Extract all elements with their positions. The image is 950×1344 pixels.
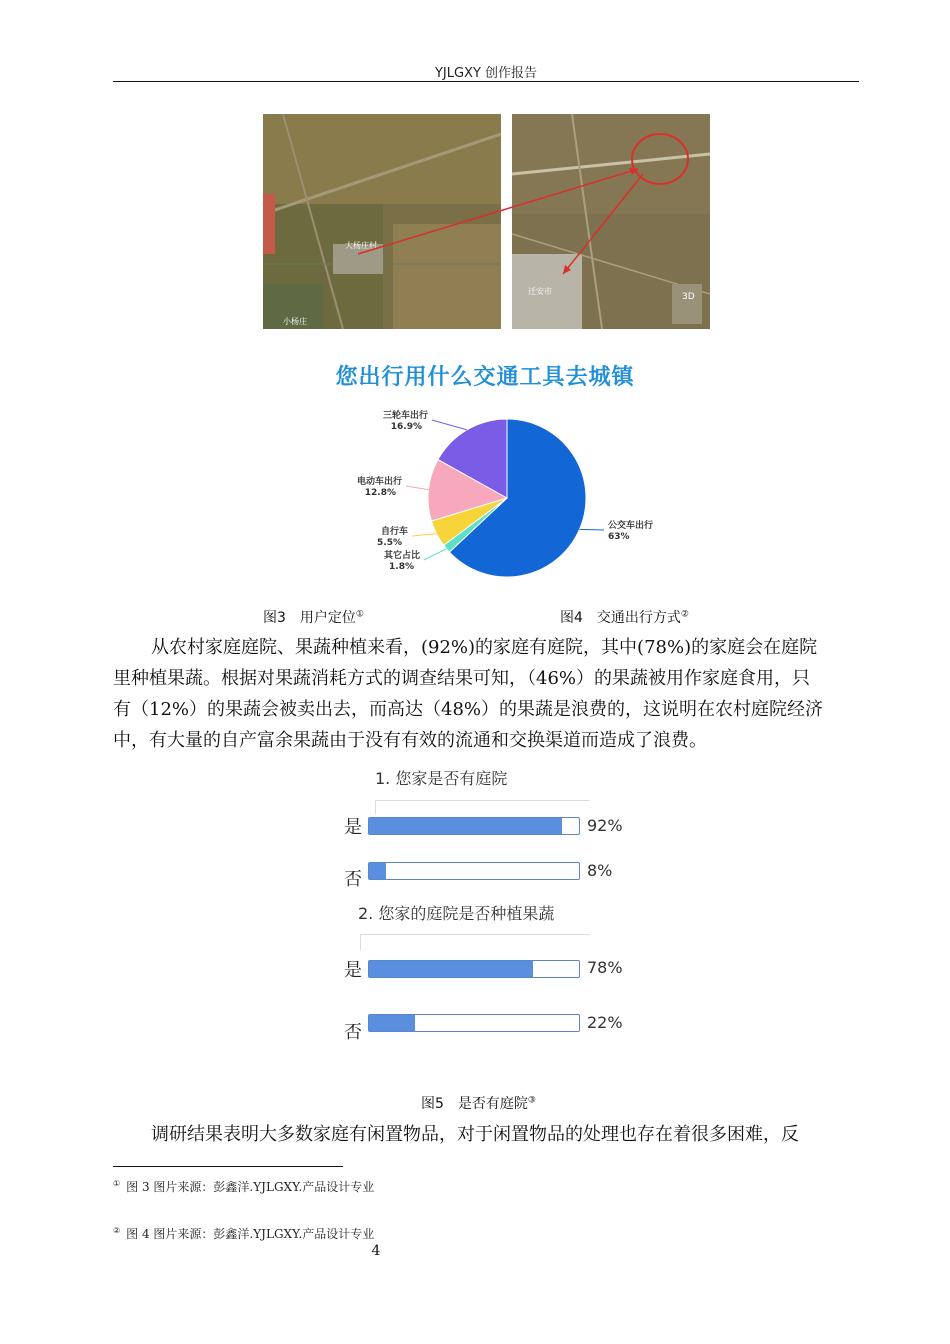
q1-bar-pct-yes: 92%: [587, 816, 623, 835]
q2-bar-label-no: 否: [344, 1022, 362, 1043]
pie-label-0: 公交车出行: [608, 521, 654, 531]
map-left-label-small: 小杨庄: [283, 317, 307, 326]
pie-label-1: 其它占比: [383, 551, 420, 561]
q2-rule: [360, 934, 590, 935]
q2-bar-track-yes: [368, 960, 580, 978]
q2-title: 2. 您家的庭院是否种植果蔬: [358, 904, 555, 923]
map-annotation-overlay: [263, 114, 710, 329]
pie-value-label-1: 1.8%: [389, 562, 414, 572]
pie-leader-4: [432, 420, 467, 430]
footnote-rule: [113, 1166, 343, 1167]
q2-bar-fill-no: [369, 1015, 415, 1031]
page-header: YJLGXY 创作报告: [434, 66, 538, 81]
map-left-label-village: 大杨庄村: [345, 241, 377, 250]
q1-title: 1. 您家是否有庭院: [375, 769, 508, 788]
pie-label-2: 自行车: [380, 527, 408, 537]
q1-bar-pct-no: 8%: [587, 861, 613, 880]
pie-value-label-2: 5.5%: [377, 538, 402, 548]
pie-label-3: 电动车出行: [356, 477, 402, 487]
pie-value-label-0: 63%: [608, 532, 630, 542]
pie-chart: [290, 400, 690, 590]
q1-rule: [375, 800, 590, 801]
caption-fig5: 图5 是否有庭院③: [421, 1095, 536, 1112]
pie-label-4: 三轮车出行: [382, 411, 428, 421]
pie-leader-2: [412, 534, 436, 536]
pie-value-label-4: 16.9%: [390, 422, 422, 432]
q2-bar-fill-yes: [369, 961, 533, 977]
q1-bar-label-no: 否: [344, 869, 362, 890]
q1-bar-fill-no: [369, 863, 386, 879]
pie-chart-title: 您出行用什么交通工具去城镇: [335, 365, 635, 390]
footnote-1: ① 图 3 图片来源：彭鑫洋.YJLGXY.产品设计专业: [113, 1179, 375, 1194]
survey-bar-charts: [330, 760, 650, 1050]
q2-bar-track-no: [368, 1014, 580, 1032]
paragraph-1: 从农村家庭庭院、果蔬种植来看，(92%)的家庭有庭院，其中(78%)的家庭会在庭院 里种植果蔬。根据对果蔬消耗方式的调查结果可知，（46%）的果蔬被用作家庭食用，只 有（12%）的果蔬会被卖出去，而高达（48%）的果蔬是浪费的，这说明在农村庭院经济 中，有大量的自产富余果蔬由于没有有效的流通和交换渠道而造成了浪费。: [113, 637, 824, 751]
page-number: 4: [371, 1243, 381, 1259]
q1-bar-track-no: [368, 862, 580, 880]
q2-bar-pct-no: 22%: [587, 1013, 623, 1032]
pie-leader-0: [580, 529, 604, 530]
pie-leader-3: [406, 486, 428, 490]
header-rule: [113, 81, 859, 82]
caption-fig4: 图4 交通出行方式②: [560, 609, 689, 626]
footnote-2: ② 图 4 图片来源：彭鑫洋.YJLGXY.产品设计专业: [113, 1226, 375, 1241]
map-right-label-3d: 3D: [682, 292, 695, 302]
q1-bar-track-yes: [368, 817, 580, 835]
pie-value-label-3: 12.8%: [364, 488, 396, 498]
q2-bar-label-yes: 是: [344, 960, 362, 981]
map-right-label-city: 迁安市: [528, 287, 552, 296]
q1-bar-label-yes: 是: [344, 817, 362, 838]
caption-fig3: 图3 用户定位①: [263, 609, 364, 626]
paragraph-2: 调研结果表明大多数家庭有闲置物品，对于闲置物品的处理也存在着很多困难，反: [151, 1124, 799, 1145]
q2-bar-pct-yes: 78%: [587, 958, 623, 977]
pie-leader-1: [424, 549, 446, 560]
q1-bar-fill-yes: [369, 818, 562, 834]
